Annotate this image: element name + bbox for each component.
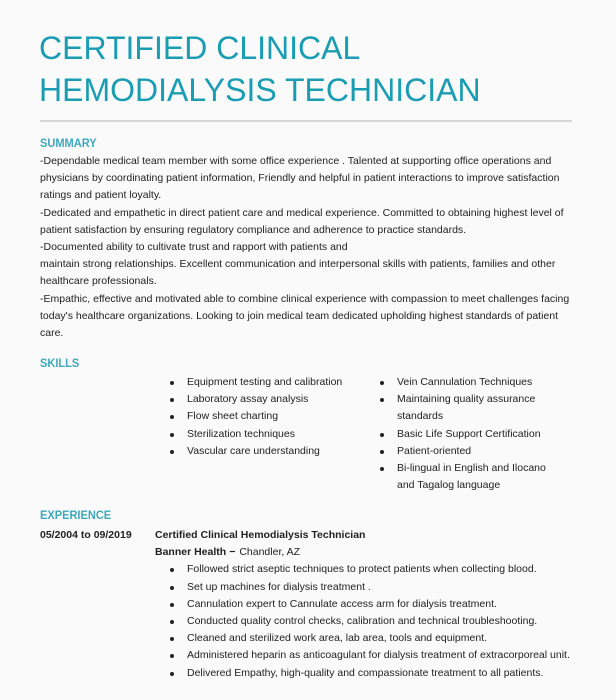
responsibility-item: Cannulation expert to Cannulate access arm for dialysis treatment.: [150, 596, 590, 613]
summary-paragraph: -Dependable medical team member with some office experience . Talented at supporting office operations and physicians by coordinating patient information, Friendly and helpful in patient interactions to improve satisfaction ratings and patient loyalty.: [40, 155, 560, 202]
employer-name: Banner Health: [155, 546, 227, 559]
summary-paragraph: -Dedicated and empathetic in direct patient care and medical experience. Committed to obtaining highest level of patient satisfaction by ensuring regulatory compliance and adherence to practice standards.: [40, 206, 564, 236]
responsibility-item: Conducted quality control checks, calibration and technical troubleshooting.: [150, 613, 590, 630]
skill-item: Bi-lingual in English and Ilocano and Tagalog language: [360, 460, 560, 494]
skills-column-1: [150, 374, 360, 494]
skill-item: Vascular care understanding: [150, 443, 360, 460]
skill-item: Equipment testing and calibration: [150, 374, 360, 391]
skills-heading: SKILLS: [40, 356, 80, 370]
summary-paragraph: -Empathic, effective and motivated able to combine clinical experience with compassion to meet challenges facing today's healthcare organizations. Looking to join medical team dedicated upholding highest standards of patient care.: [40, 292, 570, 340]
skill-item: Maintaining quality assurance standards: [360, 391, 560, 425]
experience-heading: EXPERIENCE: [40, 508, 112, 522]
skills-column-2: [360, 374, 560, 494]
job-responsibilities: [150, 561, 590, 681]
summary-paragraph: maintain strong relationships. Excellent communication and interpersonal skills with patients, families and other healthcare professionals.: [40, 258, 556, 288]
responsibility-item: Cleaned and sterilized work area, lab area, tools and equipment.: [150, 630, 590, 647]
skill-item: Flow sheet charting: [150, 408, 360, 425]
skill-item: Basic Life Support Certification: [360, 426, 560, 443]
skill-item: Laboratory assay analysis: [150, 391, 360, 408]
skill-item: Vein Cannulation Techniques: [360, 374, 560, 391]
employer-line: [155, 544, 605, 561]
summary-section: [40, 153, 580, 342]
responsibility-item: Set up machines for dialysis treatment .: [150, 579, 590, 596]
responsibility-item: Administered heparin as anticoagulant for dialysis treatment of extracorporeal unit.: [150, 647, 590, 664]
title-divider: [40, 120, 572, 122]
skill-item: Sterilization techniques: [150, 426, 360, 443]
job-entry: [155, 527, 605, 682]
title-line-1: CERTIFIED CLINICAL: [39, 30, 361, 66]
summary-heading: SUMMARY: [40, 136, 97, 150]
job-dates: 05/2004 to 09/2019: [40, 529, 132, 541]
summary-paragraph: -Documented ability to cultivate trust and rapport with patients and: [40, 241, 348, 254]
job-title: Certified Clinical Hemodialysis Technician: [155, 529, 366, 541]
responsibility-item: Delivered Empathy, high-quality and compassionate treatment to all patients.: [150, 665, 590, 682]
skill-item: Patient-oriented: [360, 443, 560, 460]
resume-title: [39, 27, 481, 111]
title-line-2: HEMODIALYSIS TECHNICIAN: [39, 72, 481, 108]
job-location: Chandler, AZ: [239, 546, 301, 559]
employer-separator: −: [229, 546, 236, 559]
skills-section: [150, 374, 600, 494]
responsibility-item: Followed strict aseptic techniques to protect patients when collecting blood.: [150, 561, 590, 578]
